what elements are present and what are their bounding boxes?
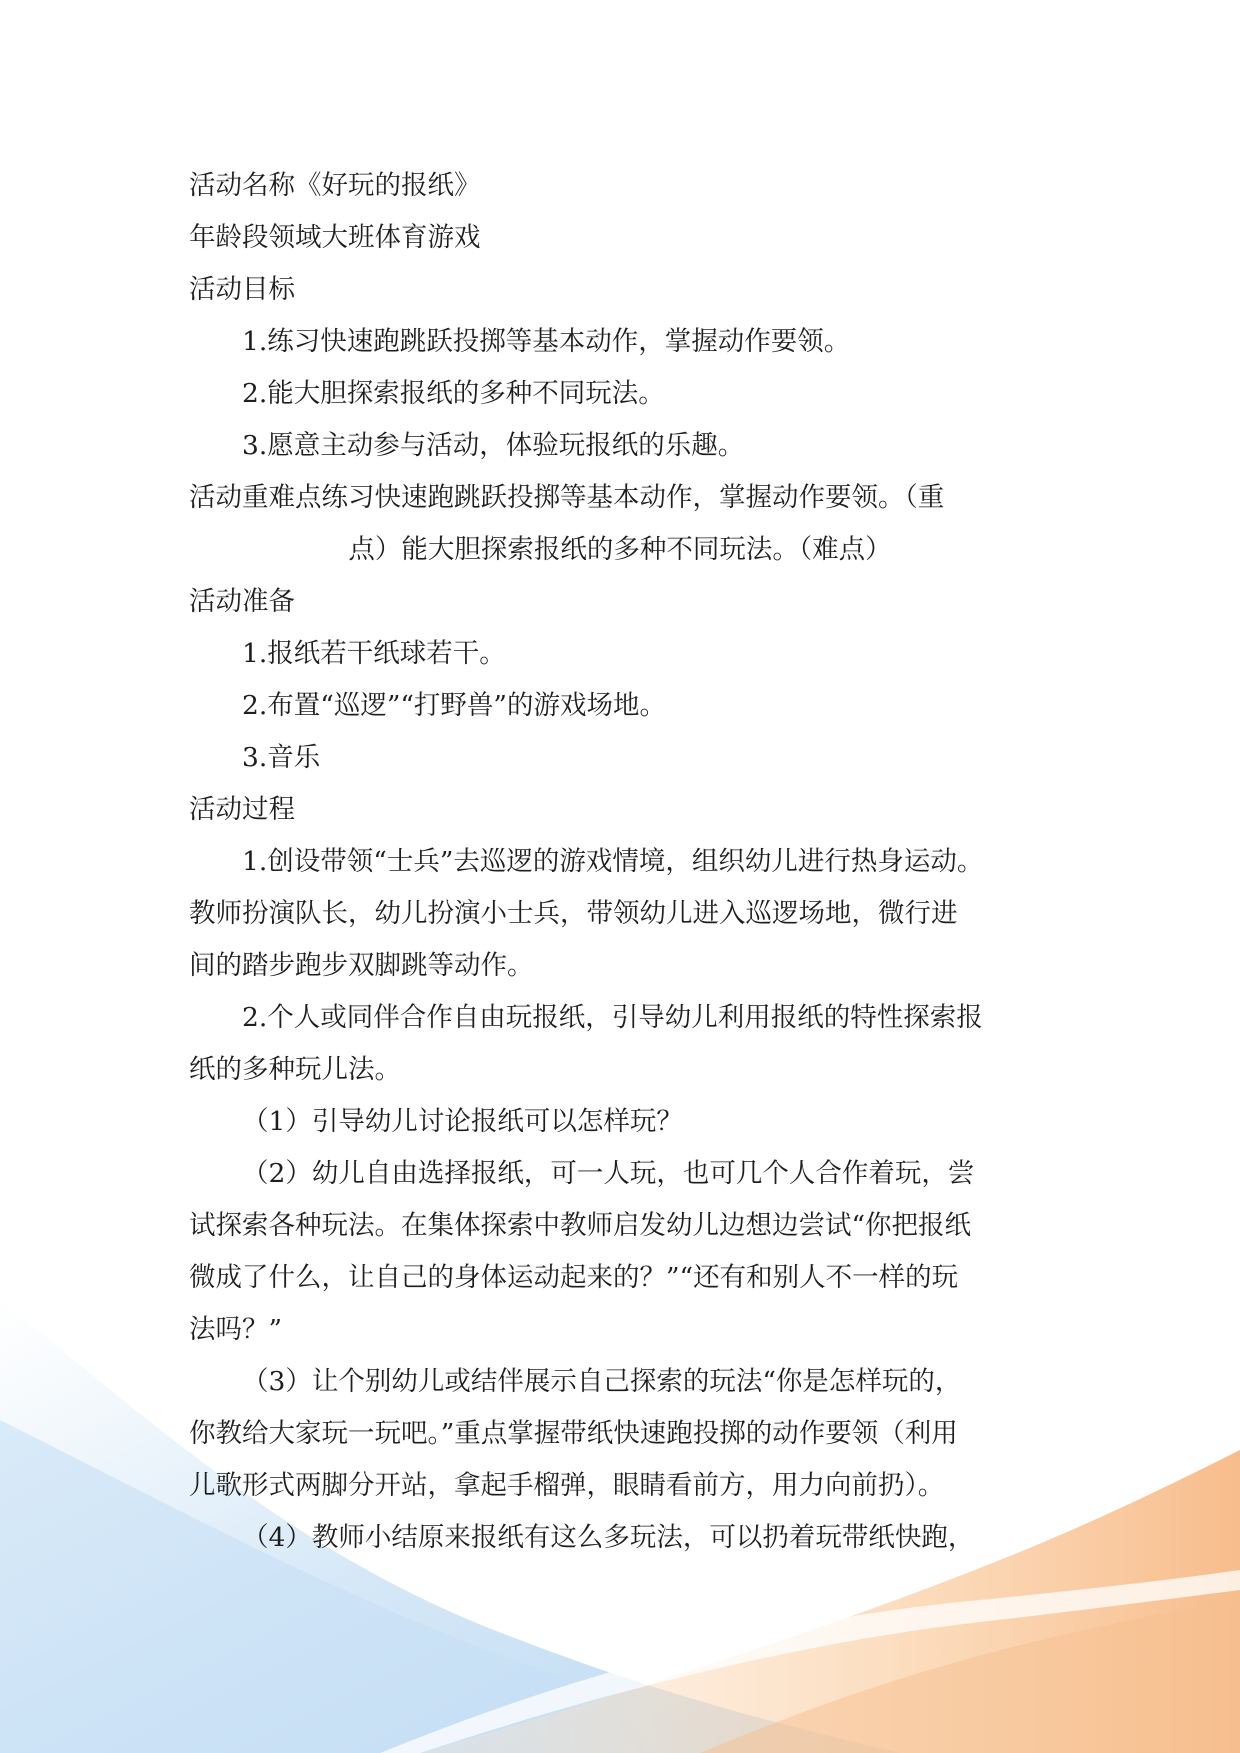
doc-paragraph-line: （3）让个别幼儿或结伴展示自己探索的玩法“你是怎样玩的， [242,1366,962,1397]
doc-paragraph-line: 2.个人或同伴合作自由玩报纸，引导幼儿利用报纸的特性探索报 [242,1002,983,1033]
doc-prep-item: 3.音乐 [242,742,321,773]
doc-line-key-points: 活动重难点练习快速跑跳跃投掷等基本动作，掌握动作要领。（重 [189,482,945,513]
doc-paragraph-line: （1）引导幼儿讨论报纸可以怎样玩？ [242,1106,683,1137]
doc-goal-item: 2.能大胆探索报纸的多种不同玩法。 [242,378,665,409]
doc-line-title: 活动名称《好玩的报纸》 [189,170,481,201]
doc-paragraph-line: 纸的多种玩儿法。 [189,1054,401,1085]
doc-paragraph-line: （2）幼儿自由选择报纸，可一人玩，也可几个人合作着玩，尝 [242,1158,975,1189]
doc-heading-preparation: 活动准备 [189,586,295,617]
doc-paragraph-line: 试探索各种玩法。在集体探索中教师启发幼儿边想边尝试“你把报纸 [189,1210,972,1241]
doc-line-key-points-cont: 点）能大胆探索报纸的多种不同玩法。（难点） [348,534,892,565]
doc-paragraph-line: 教师扮演队长，幼儿扮演小士兵，带领幼儿进入巡逻场地，微行进 [189,898,958,929]
doc-heading-process: 活动过程 [189,794,295,825]
doc-paragraph-line: 间的踏步跑步双脚跳等动作。 [189,950,534,981]
doc-paragraph-line: 1.创设带领“士兵”去巡逻的游戏情境，组织幼儿进行热身运动。 [242,846,984,877]
doc-prep-item: 1.报纸若干纸球若干。 [242,638,506,669]
doc-paragraph-line: 微成了什么，让自己的身体运动起来的？”“还有和别人不一样的玩 [189,1262,959,1293]
doc-heading-goals: 活动目标 [189,274,295,305]
doc-paragraph-line: 儿歌形式两脚分开站，拿起手榴弹，眼睛看前方，用力向前扔）。 [189,1470,945,1501]
doc-paragraph-line: 法吗？” [189,1314,283,1345]
document-body [189,160,1051,1564]
doc-line-age-domain: 年龄段领域大班体育游戏 [189,222,481,253]
doc-goal-item: 3.愿意主动参与活动，体验玩报纸的乐趣。 [242,430,745,461]
doc-paragraph-line: 你教给大家玩一玩吧。”重点掌握带纸快速跑投掷的动作要领（利用 [189,1418,958,1449]
doc-paragraph-line: （4）教师小结原来报纸有这么多玩法，可以扔着玩带纸快跑， [242,1522,975,1553]
doc-goal-item: 1.练习快速跑跳跃投掷等基本动作，掌握动作要领。 [242,326,851,357]
doc-prep-item: 2.布置“巡逻”“打野兽”的游戏场地。 [242,690,666,721]
